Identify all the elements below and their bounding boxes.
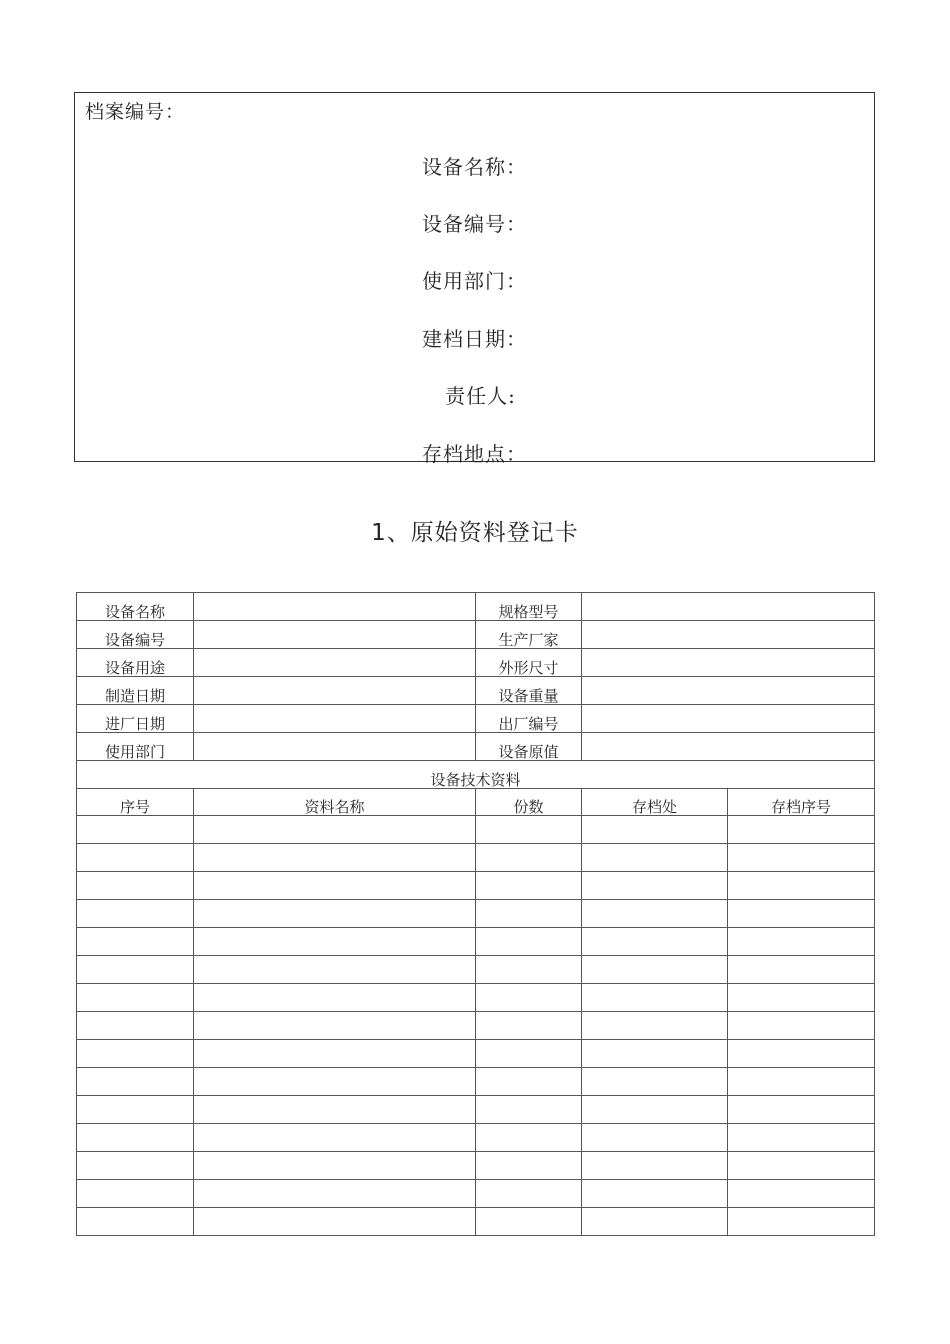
info-right-label: 规格型号: [476, 593, 582, 621]
table-cell[interactable]: [77, 928, 194, 956]
table-cell[interactable]: [476, 928, 582, 956]
table-cell[interactable]: [77, 1068, 194, 1096]
info-left-label: 进厂日期: [77, 705, 194, 733]
cover-field-equipment-name: 设备名称：: [422, 155, 527, 179]
table-cell[interactable]: [194, 956, 476, 984]
table-cell[interactable]: [582, 844, 728, 872]
info-right-value[interactable]: [582, 733, 875, 761]
registration-table: [76, 592, 875, 1236]
info-row: [77, 621, 875, 649]
table-cell[interactable]: [582, 1096, 728, 1124]
table-row: [77, 928, 875, 956]
table-cell[interactable]: [194, 1124, 476, 1152]
table-cell[interactable]: [476, 1124, 582, 1152]
table-row: [77, 956, 875, 984]
table-row: [77, 1040, 875, 1068]
column-header: 存档序号: [728, 789, 875, 816]
info-left-value[interactable]: [194, 705, 476, 733]
archive-no-label: 档案编号：: [85, 101, 186, 123]
table-cell[interactable]: [728, 1096, 875, 1124]
table-cell[interactable]: [476, 1180, 582, 1208]
table-cell[interactable]: [728, 928, 875, 956]
info-row: [77, 705, 875, 733]
table-row: [77, 844, 875, 872]
table-cell[interactable]: [728, 844, 875, 872]
table-cell[interactable]: [476, 1208, 582, 1236]
table-cell[interactable]: [77, 1180, 194, 1208]
table-cell[interactable]: [728, 1208, 875, 1236]
info-left-value[interactable]: [194, 649, 476, 677]
table-cell[interactable]: [728, 956, 875, 984]
table-row: [77, 1180, 875, 1208]
table-cell[interactable]: [476, 816, 582, 844]
table-cell[interactable]: [476, 1096, 582, 1124]
info-left-label: 使用部门: [77, 733, 194, 761]
table-cell[interactable]: [476, 1012, 582, 1040]
table-cell[interactable]: [476, 900, 582, 928]
table-cell[interactable]: [194, 900, 476, 928]
table-cell[interactable]: [728, 1040, 875, 1068]
table-cell[interactable]: [194, 928, 476, 956]
table-cell[interactable]: [582, 900, 728, 928]
cover-field-equipment-no: 设备编号：: [422, 212, 527, 236]
info-left-label: 设备名称: [77, 593, 194, 621]
table-cell[interactable]: [582, 984, 728, 1012]
info-right-value[interactable]: [582, 649, 875, 677]
column-header-row: [77, 789, 875, 816]
table-cell[interactable]: [194, 984, 476, 1012]
table-cell[interactable]: [194, 1208, 476, 1236]
table-cell[interactable]: [582, 1180, 728, 1208]
info-left-value[interactable]: [194, 593, 476, 621]
table-cell[interactable]: [194, 1040, 476, 1068]
table-cell[interactable]: [77, 900, 194, 928]
table-cell[interactable]: [728, 984, 875, 1012]
info-left-label: 设备编号: [77, 621, 194, 649]
table-cell[interactable]: [728, 872, 875, 900]
cover-box: [74, 92, 875, 466]
table-cell[interactable]: [728, 900, 875, 928]
table-cell[interactable]: [476, 956, 582, 984]
table-cell[interactable]: [194, 816, 476, 844]
table-cell[interactable]: [476, 1068, 582, 1096]
table-cell[interactable]: [194, 1180, 476, 1208]
table-row: [77, 1096, 875, 1124]
column-header: 份数: [476, 789, 582, 816]
table-row: [77, 1152, 875, 1180]
info-row: [77, 733, 875, 761]
table-cell[interactable]: [582, 1040, 728, 1068]
table-cell[interactable]: [194, 1012, 476, 1040]
table-cell[interactable]: [77, 1040, 194, 1068]
table-cell[interactable]: [582, 1208, 728, 1236]
info-right-label: 出厂编号: [476, 705, 582, 733]
table-cell[interactable]: [582, 1152, 728, 1180]
info-left-value[interactable]: [194, 733, 476, 761]
table-cell[interactable]: [77, 1096, 194, 1124]
table-cell[interactable]: [77, 844, 194, 872]
table-cell[interactable]: [582, 1068, 728, 1096]
column-header: 存档处: [582, 789, 728, 816]
table-cell[interactable]: [728, 1068, 875, 1096]
tech-section-row: [77, 761, 875, 789]
info-right-label: 设备原值: [476, 733, 582, 761]
table-cell[interactable]: [476, 872, 582, 900]
info-left-value[interactable]: [194, 677, 476, 705]
table-cell[interactable]: [582, 816, 728, 844]
cover-field-responsible: 责任人:: [445, 384, 516, 408]
info-right-value[interactable]: [582, 593, 875, 621]
info-row: [77, 593, 875, 621]
info-right-label: 设备重量: [476, 677, 582, 705]
table-cell[interactable]: [582, 872, 728, 900]
table-cell[interactable]: [582, 1124, 728, 1152]
table-cell[interactable]: [77, 984, 194, 1012]
table-cell[interactable]: [194, 1096, 476, 1124]
table-cell[interactable]: [728, 1012, 875, 1040]
table-row: [77, 1208, 875, 1236]
cover-field-storage-location: 存档地点：: [422, 442, 527, 466]
cover-field-file-date: 建档日期：: [422, 327, 527, 351]
table-cell[interactable]: [77, 956, 194, 984]
table-cell[interactable]: [582, 956, 728, 984]
table-cell[interactable]: [194, 872, 476, 900]
info-right-value[interactable]: [582, 677, 875, 705]
info-right-value[interactable]: [582, 705, 875, 733]
info-row: [77, 677, 875, 705]
table-cell[interactable]: [476, 844, 582, 872]
table-row: [77, 984, 875, 1012]
table-row: [77, 1068, 875, 1096]
table-cell[interactable]: [194, 1068, 476, 1096]
info-left-value[interactable]: [194, 621, 476, 649]
table-cell[interactable]: [476, 1040, 582, 1068]
table-cell[interactable]: [77, 1152, 194, 1180]
table-cell[interactable]: [582, 928, 728, 956]
table-cell[interactable]: [728, 1152, 875, 1180]
table-cell[interactable]: [77, 1124, 194, 1152]
table-cell[interactable]: [194, 1152, 476, 1180]
info-right-value[interactable]: [582, 621, 875, 649]
tech-section-label: 设备技术资料: [77, 761, 875, 789]
table-cell[interactable]: [77, 1012, 194, 1040]
column-header: 资料名称: [194, 789, 476, 816]
table-cell[interactable]: [728, 816, 875, 844]
table-cell[interactable]: [728, 1124, 875, 1152]
table-cell[interactable]: [728, 1180, 875, 1208]
info-right-label: 生产厂家: [476, 621, 582, 649]
cover-field-department: 使用部门：: [422, 269, 527, 293]
table-row: [77, 872, 875, 900]
section-title: 1、原始资料登记卡: [371, 520, 579, 546]
column-header: 序号: [77, 789, 194, 816]
table-row: [77, 900, 875, 928]
table-cell[interactable]: [77, 872, 194, 900]
table-row: [77, 1012, 875, 1040]
table-cell[interactable]: [582, 1012, 728, 1040]
table-cell[interactable]: [476, 1152, 582, 1180]
table-cell[interactable]: [476, 984, 582, 1012]
table-cell[interactable]: [77, 1208, 194, 1236]
info-left-label: 制造日期: [77, 677, 194, 705]
info-left-label: 设备用途: [77, 649, 194, 677]
table-cell[interactable]: [194, 844, 476, 872]
table-cell[interactable]: [77, 816, 194, 844]
info-row: [77, 649, 875, 677]
table-row: [77, 816, 875, 844]
table-row: [77, 1124, 875, 1152]
info-right-label: 外形尺寸: [476, 649, 582, 677]
